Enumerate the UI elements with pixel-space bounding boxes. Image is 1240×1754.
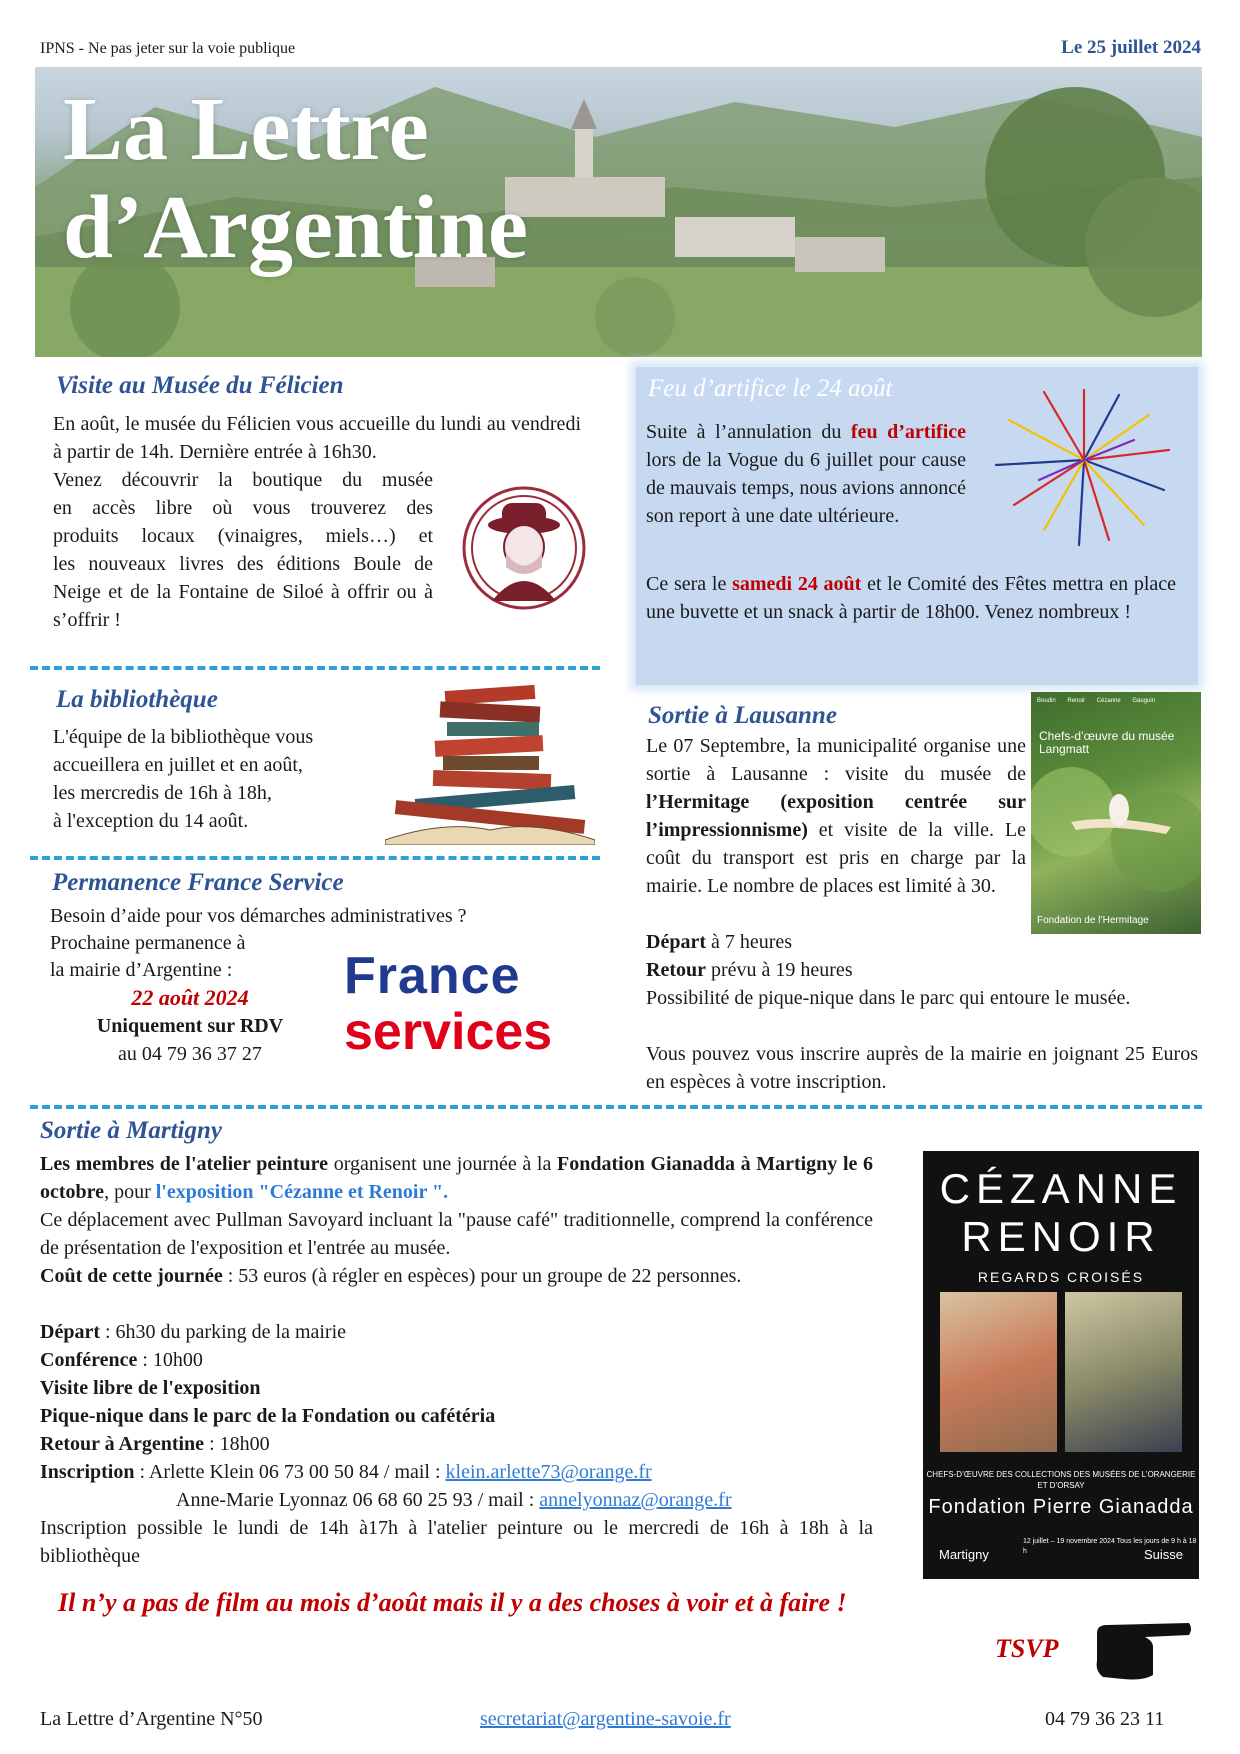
musee-line: produits locaux (vinaigres, miels…) et xyxy=(53,525,433,547)
newsletter-title xyxy=(63,81,528,277)
lausanne-text: et visite de la ville. Le coût du transport est pris en charge par la mairie. Le nombre de places est limité à 30. xyxy=(646,819,1026,897)
lausanne-paragraph-1 xyxy=(646,732,1026,900)
bibliotheque-line: L'équipe de la bibliothèque vous xyxy=(53,726,314,748)
title-line-1: La Lettre xyxy=(63,80,429,179)
hermitage-poster xyxy=(1031,692,1201,934)
lausanne-title: Sortie à Lausanne xyxy=(648,702,837,729)
martigny-retour xyxy=(40,1430,270,1458)
feu-title: Feu d’artifice le 24 août xyxy=(648,375,893,402)
cezanne-painting xyxy=(1065,1292,1182,1452)
depart-label: Départ xyxy=(646,931,706,953)
closing-message: Il n’y a pas de film au mois d’août mais il y a des choses à voir et à faire ! xyxy=(58,1588,847,1617)
france-service-title: Permanence France Service xyxy=(52,869,344,896)
retour-value: prévu à 19 heures xyxy=(710,959,853,981)
retour-label: Retour xyxy=(646,959,706,981)
feu-text: Ce sera le xyxy=(646,573,727,595)
france-service-line-3: la mairie d’Argentine : xyxy=(50,959,233,981)
musee-paragraph-2 xyxy=(53,466,433,550)
martigny-conference xyxy=(40,1346,203,1374)
feu-text: lors de la Vogue du 6 juillet pour cause de mauvais temps, nous avions annoncé son report à une date ultérieure. xyxy=(646,449,966,527)
lausanne-depart xyxy=(646,928,792,956)
feu-paragraph-1 xyxy=(646,418,966,530)
inscription-contact: : Arlette Klein 06 73 00 50 84 / mail : xyxy=(139,1461,441,1483)
martigny-depart xyxy=(40,1318,346,1346)
martigny-bold: Fondation Gianadda à Martigny le 6 octobre xyxy=(40,1153,874,1203)
header-banner xyxy=(35,67,1202,357)
musee-title: Visite au Musée du Félicien xyxy=(56,372,344,399)
lausanne-retour xyxy=(646,956,853,984)
poster-cezanne: CÉZANNE xyxy=(939,1165,1183,1212)
feu-paragraph-2 xyxy=(646,570,1176,626)
poster-artists: Boudin Renoir Cézanne Gauguin xyxy=(1037,698,1156,704)
poster-collections: CHEFS-D’ŒUVRE DES COLLECTIONS DES MUSÉES DE L’ORANGERIE ET D’ORSAY xyxy=(926,1470,1196,1490)
inscription-contact: Anne-Marie Lyonnaz 06 68 60 25 93 / mail : xyxy=(176,1489,535,1511)
martigny-text: organisent une journée à la xyxy=(333,1153,552,1175)
martigny-piquenique: Pique-nique dans le parc de la Fondation ou cafétéria xyxy=(40,1405,496,1427)
section-divider xyxy=(30,1105,1202,1109)
depart-value: à 7 heures xyxy=(710,931,793,953)
poster-renoir: RENOIR xyxy=(961,1213,1161,1260)
feu-text: et le Comité des Fêtes mettra en place une buvette et un snack à partir de 18h00. Venez nombreux ! xyxy=(646,573,1177,623)
lausanne-bold: l’Hermitage xyxy=(646,791,750,813)
poster-subtitle: REGARDS CROISÉS xyxy=(977,1269,1145,1285)
france-services-logo xyxy=(344,948,552,1060)
lausanne-bold: (exposition centrée sur l’impressionnisme) xyxy=(646,791,1026,841)
pointing-hand-icon xyxy=(1093,1611,1193,1681)
depart-label: Départ xyxy=(40,1321,100,1343)
bibliotheque-text xyxy=(53,723,393,835)
france-service-date: 22 août 2024 xyxy=(131,985,249,1010)
logo-line-1: France xyxy=(344,947,521,1005)
felicien-portrait-icon xyxy=(462,483,586,613)
retour-label: Retour à Argentine xyxy=(40,1433,205,1455)
feu-highlight: samedi 24 août xyxy=(732,573,862,595)
footer-email-link[interactable]: secretariat@argentine-savoie.fr xyxy=(480,1708,731,1730)
musee-line: Venez découvrir la boutique du musée xyxy=(53,469,433,491)
poster-country: Suisse xyxy=(1143,1547,1183,1562)
logo-line-2: services xyxy=(344,1003,553,1061)
poster-city: Martigny xyxy=(939,1547,989,1562)
martigny-paragraph-last: Inscription possible le lundi de 14h à17h à l'atelier peinture ou le mercredi de 16h à 18h à la bibliothèque xyxy=(40,1517,873,1567)
bibliotheque-line: les mercredis de 16h à 18h, xyxy=(53,782,272,804)
firework-icon xyxy=(984,380,1184,550)
depart-value: : 6h30 du parking de la mairie xyxy=(104,1321,347,1343)
footer-issue: La Lettre d’Argentine N°50 xyxy=(40,1708,263,1730)
martigny-cout xyxy=(40,1262,873,1290)
inscription-label: Inscription xyxy=(40,1461,135,1483)
martigny-bold: Les membres de l'atelier peinture xyxy=(40,1153,329,1175)
section-divider xyxy=(30,666,600,670)
martigny-inscription-2 xyxy=(176,1486,731,1514)
lausanne-paragraph-2: Possibilité de pique-nique dans le parc qui entoure le musée. xyxy=(646,987,1131,1009)
martigny-title: Sortie à Martigny xyxy=(40,1117,222,1144)
martigny-paragraph-1 xyxy=(40,1150,873,1206)
feu-text: Suite à l’annulation du xyxy=(646,421,842,443)
tsvp-label: TSVP xyxy=(995,1634,1059,1663)
ipns-notice: IPNS - Ne pas jeter sur la voie publique xyxy=(40,40,296,57)
poster-footer: Fondation de l’Hermitage xyxy=(1037,915,1149,926)
martigny-text: , pour xyxy=(104,1181,151,1203)
bibliotheque-line: à l'exception du 14 août. xyxy=(53,810,249,832)
conf-label: Conférence xyxy=(40,1349,138,1371)
poster-dates: 12 juillet – 19 novembre 2024 Tous les jours de 9 h à 18 h xyxy=(1023,1538,1197,1555)
martigny-expo: l'exposition "Cézanne et Renoir ". xyxy=(155,1181,449,1203)
cout-label: Coût de cette journée xyxy=(40,1265,223,1287)
musee-paragraph-3: les nouveaux livres des éditions Boule de Neige et de la Fontaine de Siloé à offrir ou à s’offrir ! xyxy=(53,553,433,631)
lausanne-paragraph-3: Vous pouvez vous inscrire auprès de la mairie en joignant 25 Euros en espèces à votre inscription. xyxy=(646,1043,1198,1093)
renoir-painting xyxy=(940,1292,1057,1452)
books-stack-icon xyxy=(385,680,595,845)
cezanne-renoir-poster xyxy=(923,1151,1199,1579)
footer-phone: 04 79 36 23 11 xyxy=(1045,1708,1165,1730)
poster-title: Chefs-d’œuvre du musée Langmatt xyxy=(1039,729,1175,756)
musee-line: en accès libre où vous trouverez des xyxy=(53,497,433,519)
lausanne-text: Le 07 Septembre, la municipalité organise une sortie à Lausanne : visite du musée de xyxy=(646,735,1026,785)
martigny-paragraph-2: Ce déplacement avec Pullman Savoyard incluant la "pause café" traditionnelle, comprend la conférence de présentation de l'exposition et l'entrée au musée. xyxy=(40,1209,873,1259)
conf-value: : 10h00 xyxy=(142,1349,203,1371)
feu-highlight: feu d’artifice xyxy=(850,421,966,443)
bibliotheque-title: La bibliothèque xyxy=(56,686,218,713)
section-divider xyxy=(30,856,600,860)
issue-date: Le 25 juillet 2024 xyxy=(1061,37,1201,58)
france-service-line-1: Besoin d’aide pour vos démarches administratives ? xyxy=(50,905,467,927)
klein-email-link[interactable]: klein.arlette73@orange.fr xyxy=(445,1461,652,1483)
title-line-2: d’Argentine xyxy=(63,178,528,277)
poster-fondation: Fondation Pierre Gianadda xyxy=(928,1496,1194,1518)
musee-paragraph-1: En août, le musée du Félicien vous accueille du lundi au vendredi à partir de 14h. Dernière entrée à 16h30. xyxy=(53,413,581,463)
france-service-rdv: Uniquement sur RDV xyxy=(96,1015,284,1037)
bibliotheque-line: accueillera en juillet et en août, xyxy=(53,754,303,776)
martigny-inscription-1 xyxy=(40,1458,652,1486)
retour-value: : 18h00 xyxy=(209,1433,270,1455)
france-service-phone: au 04 79 36 37 27 xyxy=(118,1043,262,1065)
martigny-visite: Visite libre de l'exposition xyxy=(40,1377,261,1399)
lyonnaz-email-link[interactable]: annelyonnaz@orange.fr xyxy=(539,1489,732,1511)
france-service-line-2: Prochaine permanence à xyxy=(50,932,246,954)
cout-value: : 53 euros (à régler en espèces) pour un groupe de 22 personnes. xyxy=(227,1265,742,1287)
